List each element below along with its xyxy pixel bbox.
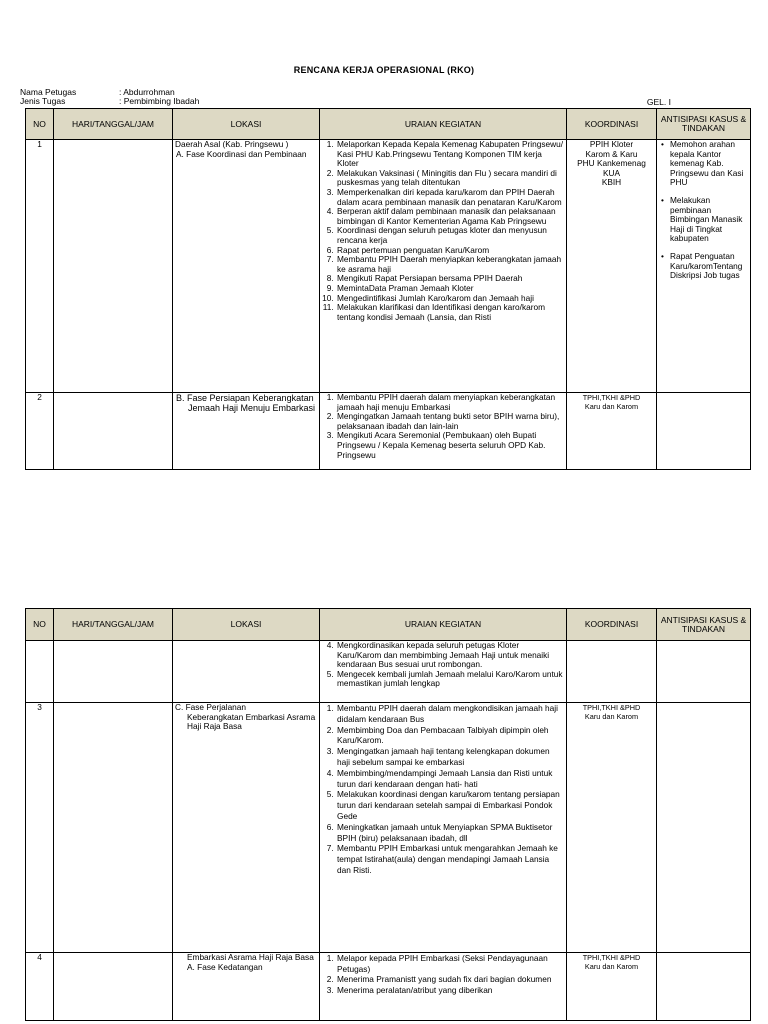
row-no: 2 [26, 393, 54, 470]
row-koordinasi [567, 140, 657, 393]
header-lokasi: LOKASI [173, 609, 320, 641]
table-row [26, 703, 751, 953]
uraian-item: 3. Mengikuti Acara Seremonial (Pembukaan) oleh Bupati Pringsewu / Kepala Kemenag beserta seluruh OPD Kab. Pringsewu [336, 431, 564, 460]
koordinasi-item: Karu dan Karom [584, 402, 639, 411]
uraian-item: 2. Melakukan Vaksinasi ( Miningitis dan Flu ) secara mandiri di puskesmas yang telah ditentukan [336, 169, 564, 188]
antisipasi-item: • Memohon arahan kepala Kantor kemenag Kab. Pringsewu dan Kasi PHU [670, 140, 748, 188]
antisipasi-item: • Melakukan pembinaan Bimbingan Manasik Haji di Tingkat kabupaten [670, 196, 748, 244]
table-row [26, 140, 751, 393]
header-lokasi: LOKASI [173, 109, 320, 140]
lokasi-main: Daerah Asal (Kab. Pringsewu ) [175, 139, 289, 149]
uraian-item: 1. Melaporkan Kepada Kepala Kemenag Kabupaten Pringsewu/ Kasi PHU Kab.Pringsewu Tentang Komponen TIM kerja Kloter [336, 140, 564, 169]
uraian-item: 7. Membantu PPIH Embarkasi untuk mengarahkan Jemaah ke tempat Istirahat(aula) dengan mendapingi Jamaah Lansia dan Risti. [336, 843, 564, 875]
row-no: 1 [26, 140, 54, 393]
lokasi-sub: B. Fase Persiapan Keberangkatan Jemaah Haji Menuju Embarkasi [176, 393, 316, 413]
uraian-item: 5. Mengecek kembali jumlah Jemaah melalui Karo/Karom untuk memastikan jumlah lengkap [336, 670, 564, 689]
uraian-item: 1. Melapor kepada PPIH Embarkasi (Seksi Pendayagunaan Petugas) [336, 953, 564, 974]
header-uraian: URAIAN KEGIATAN [320, 609, 567, 641]
uraian-item: 1. Membantu PPIH daerah dalam mengkondisikan jamaah haji didalam kendaraan Bus [336, 703, 564, 725]
header-antisipasi: ANTISIPASI KASUS & TINDAKAN [657, 609, 751, 641]
lokasi-indent: Keberangkatan Embarkasi Asrama Haji Raja Basa [187, 711, 316, 732]
uraian-item: 3. Memperkenalkan diri kepada karu/karom dan PPIH Daerah dalam acara pembinaan manasik dan penataran Karu/Karom [336, 188, 564, 207]
uraian-item: 2. Menerima Pramanistt yang sudah fix dari bagian dokumen [336, 974, 564, 985]
row-lokasi [173, 140, 320, 393]
header-hari: HARI/TANGGAL/JAM [54, 609, 173, 641]
rko-table-2 [25, 608, 751, 1021]
antisipasi-item: • Rapat Penguatan Karu/karomTentang Diskripsi Job tugas [670, 252, 748, 281]
rko-table-1 [25, 108, 751, 470]
uraian-item: 9. MemintaData Praman Jemaah Kloter [336, 284, 564, 294]
koordinasi-item: PHU Kankemenag [577, 158, 646, 169]
koordinasi-item: TPHI,TKHI &PHD [582, 953, 641, 962]
header-antisipasi: ANTISIPASI KASUS & TINDAKAN [657, 109, 751, 140]
row-antisipasi [657, 393, 751, 470]
row-no: 3 [26, 703, 54, 953]
header-hari: HARI/TANGGAL/JAM [54, 109, 173, 140]
koordinasi-item: PPIH Kloter [589, 139, 634, 149]
row-no: 4 [26, 953, 54, 1021]
row-antisipasi [657, 703, 751, 953]
row-hari [54, 703, 173, 953]
table-row [26, 393, 751, 470]
uraian-item: 3. Mengingatkan jamaah haji tentang kelengkapan dokumen haji sebelum sampai ke embarkasi [336, 746, 564, 768]
row-koordinasi [567, 703, 657, 953]
koordinasi-item: KUA [602, 167, 621, 178]
header-koordinasi: KOORDINASI [567, 109, 657, 140]
jenis-tugas-label: Jenis Tugas [20, 96, 66, 106]
uraian-item: 4. Membimbing/mendampingi Jemaah Lansia dan Risti untuk turun dari kendaraan dengan hati- hati [336, 768, 564, 790]
row-antisipasi [657, 641, 751, 703]
uraian-item: 5. Melakukan koordinasi dengan karu/karom tentang persiapan turun dari kendaraan setelah sampai di Embarkasi Pondok Gede [336, 789, 564, 821]
row-antisipasi [657, 140, 751, 393]
row-lokasi [173, 953, 320, 1021]
uraian-item: 2. Membimbing Doa dan Pembacaan Talbiyah dipimpin oleh Karu/Karom. [336, 725, 564, 747]
lokasi-main: C. Fase Perjalanan [175, 702, 247, 712]
lokasi-sub: A. Fase Kedatangan [187, 961, 263, 972]
row-lokasi [173, 703, 320, 953]
row-antisipasi [657, 953, 751, 1021]
uraian-item: 2. Mengingatkan Jamaah tentang bukti setor BPIH warna biru), pelaksanaan ibadah dan lain-lain [336, 412, 564, 431]
koordinasi-item: Karu dan Karom [584, 962, 639, 971]
uraian-item: 4. Mengkordinasikan kepada seluruh petugas Kloter Karu/Karom dan membimbing Jemaah Haji untuk menaiki kendaraan Bus sesuai urut rombongan. [336, 641, 564, 670]
jenis-tugas-value: : Pembimbing Ibadah [119, 96, 200, 106]
row-hari [54, 641, 173, 703]
row-lokasi [173, 393, 320, 470]
row-koordinasi [567, 953, 657, 1021]
uraian-item: 1. Membantu PPIH daerah dalam menyiapkan keberangkatan jamaah haji menuju Embarkasi [336, 393, 564, 412]
uraian-item: 4. Berperan aktif dalam pembinaan manasik dan pelaksanaan bimbingan di Kantor Kementerian Agama Kab Pringsewu [336, 207, 564, 226]
koordinasi-item: Karu dan Karom [584, 712, 639, 721]
koordinasi-item: KBIH [601, 177, 622, 188]
uraian-item: 6. Meningkatkan jamaah untuk Menyiapkan SPMA Buktisetor BPIH (biru) pelaksanaan ibadah, dll [336, 822, 564, 844]
row-uraian [320, 641, 567, 703]
header-koordinasi: KOORDINASI [567, 609, 657, 641]
nama-petugas-value: : Abdurrohman [119, 87, 175, 97]
uraian-item: 3. Menerima peralatan/atribut yang diberikan [336, 985, 564, 996]
table-row [26, 953, 751, 1021]
row-uraian [320, 140, 567, 393]
uraian-item: 10. Mengedintifikasi Jumlah Karo/karom dan Jemaah haji [336, 294, 564, 304]
nama-petugas-label: Nama Petugas [20, 87, 77, 97]
row-uraian [320, 703, 567, 953]
page-title: RENCANA KERJA OPERASIONAL (RKO) [293, 65, 475, 75]
row-uraian [320, 953, 567, 1021]
row-hari [54, 140, 173, 393]
row-koordinasi [567, 393, 657, 470]
table-row [26, 641, 751, 703]
row-uraian [320, 393, 567, 470]
uraian-item: 8. Mengikuti Rapat Persiapan bersama PPIH Daerah [336, 274, 564, 284]
uraian-item: 11. Melakukan klarifikasi dan Identifikasi dengan karo/karom tentang kondisi Jemaah (Lansia, dan Risti [336, 303, 564, 322]
jenis-tugas-line [20, 97, 199, 106]
header-uraian: URAIAN KEGIATAN [320, 109, 567, 140]
row-lokasi [173, 641, 320, 703]
koordinasi-item: TPHI,TKHI &PHD [582, 393, 641, 402]
koordinasi-item: TPHI,TKHI &PHD [582, 703, 641, 712]
row-hari [54, 953, 173, 1021]
header-no: NO [26, 609, 54, 641]
uraian-item: 7. Membantu PPIH Daerah menyiapkan keberangkatan jamaah ke asrama haji [336, 255, 564, 274]
gelombang-label: GEL. I [646, 97, 671, 107]
koordinasi-item: Karom & Karu [585, 148, 638, 159]
header-no: NO [26, 109, 54, 140]
row-no [26, 641, 54, 703]
uraian-item: 5. Koordinasi dengan seluruh petugas kloter dan menyusun rencana kerja [336, 226, 564, 245]
row-hari [54, 393, 173, 470]
lokasi-main: Embarkasi Asrama Haji Raja Basa [187, 952, 314, 962]
row-koordinasi [567, 641, 657, 703]
lokasi-sub: A. Fase Koordinasi dan Pembinaan [176, 148, 307, 159]
uraian-item: 6. Rapat pertemuan penguatan Karu/Karom [336, 246, 564, 256]
